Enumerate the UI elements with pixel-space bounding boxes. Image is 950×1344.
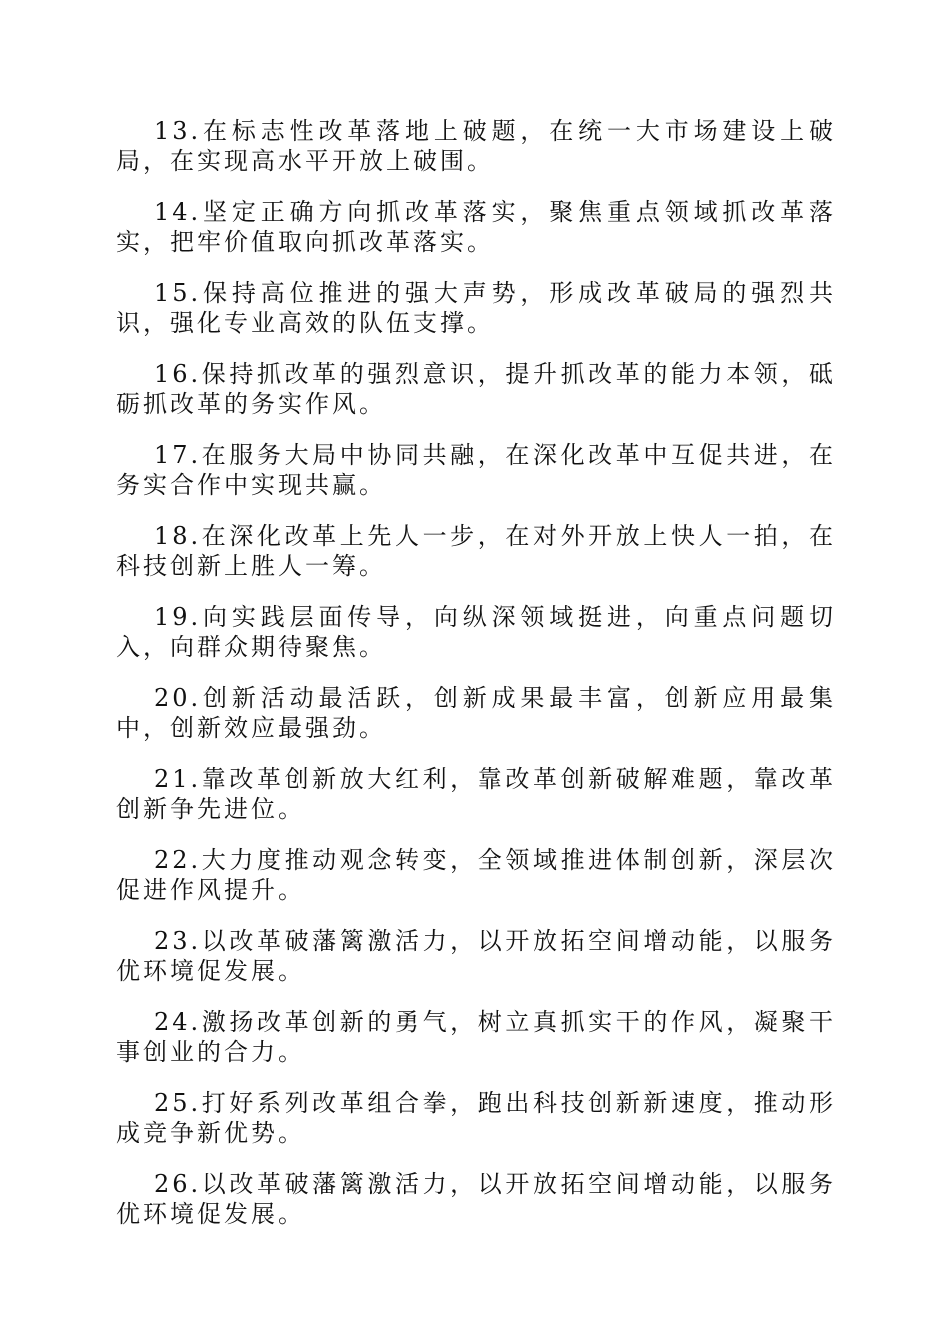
list-item-18: 18.在深化改革上先人一步，在对外开放上快人一拍，在科技创新上胜人一筹。 (116, 522, 836, 580)
list-item-13: 13.在标志性改革落地上破题，在统一大市场建设上破局，在实现高水平开放上破围。 (116, 117, 836, 175)
list-item-24: 24.激扬改革创新的勇气，树立真抓实干的作风，凝聚干事创业的合力。 (116, 1008, 836, 1066)
list-item-25: 25.打好系列改革组合拳，跑出科技创新新速度，推动形成竞争新优势。 (116, 1089, 836, 1147)
list-item-20: 20.创新活动最活跃，创新成果最丰富，创新应用最集中，创新效应最强劲。 (116, 684, 836, 742)
list-item-21: 21.靠改革创新放大红利，靠改革创新破解难题，靠改革创新争先进位。 (116, 765, 836, 823)
list-item-16: 16.保持抓改革的强烈意识，提升抓改革的能力本领，砥砺抓改革的务实作风。 (116, 360, 836, 418)
list-item-23: 23.以改革破藩篱激活力，以开放拓空间增动能，以服务优环境促发展。 (116, 927, 836, 985)
list-item-22: 22.大力度推动观念转变，全领域推进体制创新，深层次促进作风提升。 (116, 846, 836, 904)
list-item-19: 19.向实践层面传导，向纵深领域挺进，向重点问题切入，向群众期待聚焦。 (116, 603, 836, 661)
document-body (116, 116, 836, 1250)
list-item-26: 26.以改革破藩篱激活力，以开放拓空间增动能，以服务优环境促发展。 (116, 1170, 836, 1228)
list-item-17: 17.在服务大局中协同共融，在深化改革中互促共进，在务实合作中实现共赢。 (116, 441, 836, 499)
list-item-14: 14.坚定正确方向抓改革落实，聚焦重点领域抓改革落实，把牢价值取向抓改革落实。 (116, 198, 836, 256)
list-item-15: 15.保持高位推进的强大声势，形成改革破局的强烈共识，强化专业高效的队伍支撑。 (116, 279, 836, 337)
